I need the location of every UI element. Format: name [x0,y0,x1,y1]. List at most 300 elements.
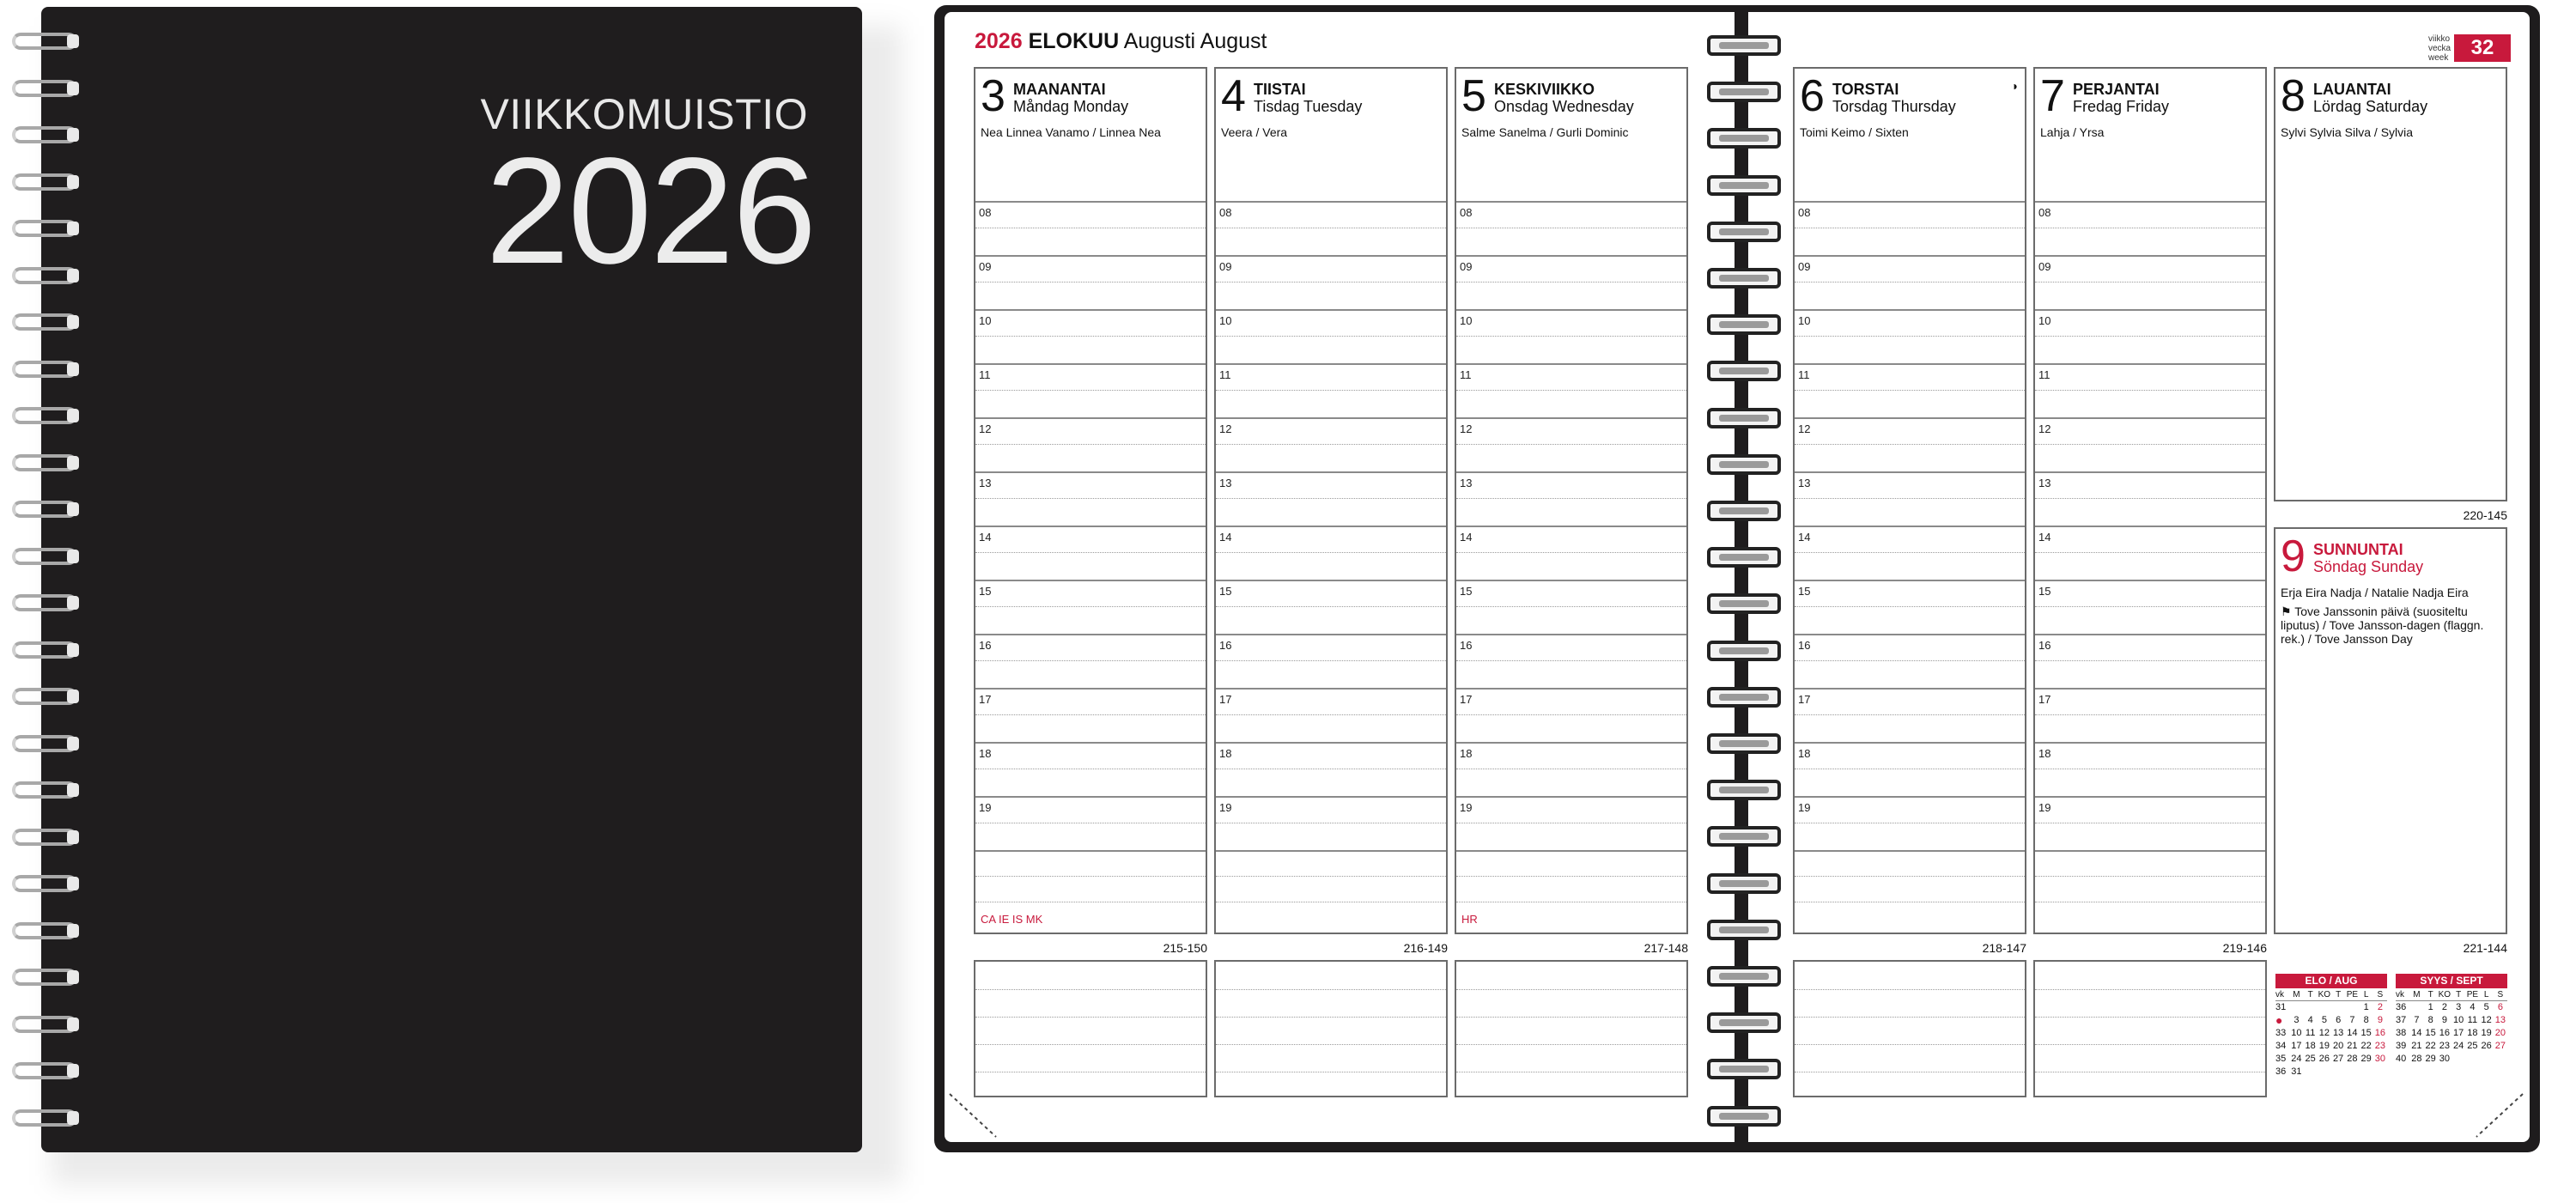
ring-bar [1719,554,1769,561]
calendar-date: 16 [2439,1028,2450,1038]
weekday-header: vk [2396,990,2404,999]
hour-label: 12 [1219,422,1232,435]
ring-bar [1719,927,1769,933]
hour-label: 19 [1219,801,1232,814]
calendar-date: 5 [2321,1015,2327,1025]
half-hour-line [975,444,1206,445]
hour-label: 16 [1798,639,1811,652]
hour-label: 09 [979,260,992,273]
ring-hole [67,456,79,470]
hour-slot [1216,634,1446,688]
hour-line [1216,255,1446,257]
hour-line [2035,688,2265,690]
note-line [1456,1044,1686,1045]
calendar-date: 16 [2374,1028,2385,1038]
spiral-ring [12,265,77,288]
day-name: KESKIVIIKKO [1494,81,1595,98]
ring-hole [67,362,79,376]
half-hour-line [1795,714,2025,715]
spiral-ring [1707,638,1781,664]
ring-bar [1719,182,1769,189]
hour-slot [1456,201,1686,255]
calendar-date: 4 [2470,1002,2476,1012]
header-year: 2026 [975,29,1023,53]
hour-line [975,742,1206,744]
half-hour-line [1456,714,1686,715]
note-line [975,1044,1206,1045]
hour-label: 19 [1460,801,1473,814]
calendar-date: 22 [2425,1041,2436,1051]
half-hour-line [2035,336,2265,337]
half-hour-line [975,336,1206,337]
half-hour-line [1216,336,1446,337]
hour-line [2035,309,2265,311]
half-hour-line [975,660,1206,661]
extra-dotted-line [2035,876,2265,877]
weekday-header: PE [2346,990,2359,999]
hour-slot [975,255,1206,309]
calendar-date: 31 [2291,1066,2302,1077]
half-hour-line [1795,498,2025,499]
moon-phase-icon: ◑ [2010,79,2018,93]
hour-label: 14 [1219,531,1232,544]
week-label-sv: vecka [2428,44,2451,53]
ring-hole [67,1111,79,1125]
half-hour-line [2035,444,2265,445]
hour-label: 10 [1219,314,1232,327]
spiral-ring [12,453,77,475]
flag-day-text: Tove Janssonin päivä (suositeltu liputus) / Tove Jansson-dagen (flaggn. rek.) / Tove Jansson Day [2281,605,2484,646]
day-number: 4 [1221,71,1246,121]
week-number-badge: 32 [2454,34,2511,62]
mini-calendar-week [2275,1001,2387,1014]
calendar-date [2451,1053,2465,1066]
mini-calendar-title: SYYS / SEPT [2396,974,2507,988]
hour-line [975,363,1206,365]
name-day: Erja Eira Nadja / Natalie Nadja Eira [2281,586,2469,599]
spiral-ring [12,827,77,849]
hour-slot [1795,363,2025,417]
hour-label: 11 [1219,368,1231,381]
calendar-date: 17 [2291,1041,2302,1051]
note-line [1795,1044,2025,1045]
hour-slot [1216,471,1446,526]
half-hour-line [1456,282,1686,283]
extra-lines [975,850,1206,927]
hour-label: 13 [1219,477,1232,489]
hour-line [975,526,1206,527]
calendar-date: 18 [2467,1028,2478,1038]
calendar-date: 2 [2377,1002,2383,1012]
calendar-date: 23 [2439,1041,2450,1051]
day-count: 220-145 [2463,508,2507,522]
mini-calendar-week [2275,1053,2387,1066]
ring-bar [1719,1066,1769,1072]
week-number: 40 [2396,1054,2407,1064]
week-number: 34 [2275,1041,2287,1051]
spiral-ring [1707,219,1781,245]
hour-line [1216,526,1446,527]
spiral-ring [12,78,77,100]
extra-dotted-line [975,876,1206,877]
hour-label: 09 [1798,260,1811,273]
ring-bar [1719,740,1769,747]
hour-line [1456,580,1686,581]
calendar-date: 5 [2483,1002,2489,1012]
spiral-ring [12,499,77,521]
hour-slot [2035,526,2265,580]
week-label [2428,34,2451,63]
half-hour-line [1216,714,1446,715]
hour-label: 15 [2038,585,2051,598]
hour-line [1795,363,2025,365]
ring-hole [67,690,79,703]
hour-slot [975,309,1206,363]
week-number: 38 [2396,1028,2407,1038]
ring-bar [1719,42,1769,49]
hour-line [2035,634,2265,635]
note-line [1456,1017,1686,1018]
hour-line [1795,688,2025,690]
calendar-date [2465,1053,2479,1066]
note-line [975,989,1206,990]
hour-label: 10 [979,314,992,327]
half-hour-line [2035,282,2265,283]
week-number: 36 [2396,1002,2407,1012]
spiral-ring [12,873,77,896]
calendar-date: 10 [2453,1015,2464,1025]
hour-slot [1216,363,1446,417]
note-line [1216,1044,1446,1045]
weekday-header: S [2497,990,2504,999]
hour-slot [2035,417,2265,471]
extra-lines [1795,850,2025,927]
header-month-other: Augusti August [1123,29,1267,53]
hour-slot [1456,255,1686,309]
ring-hole [67,82,79,95]
ring-bar [1719,88,1769,95]
hour-label: 17 [2038,693,2051,706]
hour-line [975,471,1206,473]
calendar-date: 19 [2481,1028,2492,1038]
day-count: 218-147 [1982,941,2026,955]
spiral-ring [12,1014,77,1036]
day-count: 215-150 [1163,941,1207,955]
hour-slot [1795,309,2025,363]
day-name: LAUANTAI [2313,81,2391,98]
hour-line [975,580,1206,581]
week-number: 33 [2275,1028,2287,1038]
hour-slot [975,363,1206,417]
hour-slot [1456,634,1686,688]
calendar-date: 1 [2427,1002,2433,1012]
weekday-header: vk [2275,990,2284,999]
calendar-date: 12 [2318,1028,2330,1038]
hour-slot [1456,526,1686,580]
calendar-date: 22 [2360,1041,2372,1051]
day-column [2033,67,2267,934]
hour-line [1795,255,2025,257]
ring-hole [67,1064,79,1078]
hour-line [1456,634,1686,635]
hour-label: 15 [1798,585,1811,598]
calendar-date: 15 [2425,1028,2436,1038]
ring-hole [67,830,79,844]
half-hour-line [975,606,1206,607]
ring-hole [67,737,79,750]
hour-line [1795,526,2025,527]
hour-label: 09 [1219,260,1232,273]
hour-slot [1216,417,1446,471]
calendar-date: 7 [2414,1015,2420,1025]
spiral-ring [1707,125,1781,151]
spiral-ring [1707,871,1781,896]
hour-slot [975,634,1206,688]
hour-label: 08 [2038,206,2051,219]
corner-pocket-left [948,1092,999,1140]
mini-calendar-week [2396,1053,2507,1066]
hour-line [1456,688,1686,690]
half-hour-line [1795,660,2025,661]
day-name-translation: Fredag Friday [2073,98,2170,115]
hour-label: 19 [979,801,992,814]
calendar-date: 30 [2374,1054,2385,1064]
hour-line [2035,742,2265,744]
name-day: Nea Linnea Vanamo / Linnea Nea [981,125,1161,139]
cover-subtitle: VIIKKOMUISTIO [480,90,808,138]
hour-slot [2035,471,2265,526]
calendar-date [2289,1001,2303,1014]
hour-label: 15 [1460,585,1473,598]
notes-box [2033,960,2267,1097]
mini-calendar-week [2396,1027,2507,1040]
half-hour-line [2035,390,2265,391]
hour-line [1216,688,1446,690]
hour-slot [975,796,1206,850]
planner-cover [41,7,862,1152]
day-name: TORSTAI [1832,81,1899,98]
spiral-ring [12,172,77,194]
hour-label: 11 [1798,368,1810,381]
ring-bar [1719,833,1769,840]
hour-slot [1456,742,1686,796]
calendar-date: 9 [2441,1015,2447,1025]
hour-line [975,255,1206,257]
hour-line [1456,363,1686,365]
name-day: Lahja / Yrsa [2040,125,2105,139]
calendar-date: 23 [2374,1041,2385,1051]
hour-label: 08 [1219,206,1232,219]
half-hour-line [975,498,1206,499]
calendar-date: 6 [2497,1002,2503,1012]
spiral-ring [12,125,77,147]
hour-line [1456,201,1686,203]
hour-slot [1216,796,1446,850]
week-label-fi: viikko [2428,34,2451,44]
weekday-header: T [2336,990,2342,999]
hour-label: 13 [2038,477,2051,489]
half-hour-line [1456,660,1686,661]
half-hour-line [1456,390,1686,391]
spiral-ring [1707,591,1781,617]
hour-line [1216,309,1446,311]
hour-label: 13 [979,477,992,489]
hour-line [2035,580,2265,581]
calendar-date: 15 [2360,1028,2372,1038]
hour-slot [2035,742,2265,796]
calendar-date: 1 [2363,1002,2369,1012]
hour-slot [1216,742,1446,796]
ring-hole [67,596,79,610]
hour-slot [975,417,1206,471]
header-month-fi: ELOKUU [1028,29,1120,53]
spiral-ring [12,312,77,334]
extra-lines [1456,850,1686,927]
half-hour-line [1216,282,1446,283]
hour-slot [1795,580,2025,634]
hour-line [1456,796,1686,798]
hour-line [1216,417,1446,419]
hour-line [2035,796,2265,798]
flag-countries: CA IE IS MK [981,913,1043,926]
calendar-date: 26 [2318,1054,2330,1064]
calendar-date [2331,1001,2345,1014]
hour-slot [1795,634,2025,688]
note-line [2035,1017,2265,1018]
calendar-date: 24 [2453,1041,2464,1051]
hour-label: 12 [1460,422,1473,435]
calendar-date: 30 [2439,1054,2450,1064]
note-line [2035,1044,2265,1045]
hour-slot [1456,363,1686,417]
ring-bar [1719,228,1769,235]
weekday-header: T [2307,990,2313,999]
half-hour-line [1795,444,2025,445]
hour-label: 14 [979,531,992,544]
calendar-date: 27 [2494,1041,2506,1051]
hour-slot [1456,309,1686,363]
day-number: 3 [981,71,1005,121]
hour-slot [1795,201,2025,255]
calendar-date: 4 [2307,1015,2313,1025]
hour-line [1216,471,1446,473]
ring-hole [67,783,79,797]
calendar-date [2304,1066,2318,1078]
ring-hole [67,409,79,422]
spiral-ring [1707,1103,1781,1129]
day-number: 5 [1461,71,1486,121]
day-name-translation: Lördag Saturday [2313,98,2428,115]
day-column [1793,67,2026,934]
hour-slot [975,471,1206,526]
mini-calendar [2396,974,2507,1066]
hour-label: 11 [979,368,991,381]
week-label-en: week [2428,53,2449,63]
ring-bar [1719,880,1769,887]
half-hour-line [1795,552,2025,553]
hour-label: 18 [1460,747,1473,760]
half-hour-line [1795,336,2025,337]
hour-line [1795,201,2025,203]
day-count: 221-144 [2463,941,2507,955]
day-name: SUNNUNTAI [2313,541,2403,558]
notes-box [974,960,1207,1097]
calendar-date: 21 [2411,1041,2422,1051]
day-number: 7 [2040,71,2065,121]
calendar-date: 3 [2293,1015,2300,1025]
note-line [1795,989,2025,990]
calendar-date: 12 [2481,1015,2492,1025]
weekday-header: PE [2466,990,2479,999]
spiral-ring [1707,823,1781,849]
calendar-date: 7 [2349,1015,2355,1025]
hour-slot [1456,417,1686,471]
spiral-ring [1707,963,1781,989]
hour-label: 14 [1798,531,1811,544]
ring-hole [67,1018,79,1031]
hour-line [975,796,1206,798]
hour-slot [2035,255,2265,309]
hour-line [2035,526,2265,527]
spiral-ring [1707,544,1781,570]
hour-slot [2035,309,2265,363]
spiral-ring [12,218,77,240]
spiral-ring [1707,684,1781,710]
hour-slot [975,526,1206,580]
half-hour-line [975,282,1206,283]
day-number: 6 [1800,71,1825,121]
notes-box [1214,960,1448,1097]
hour-label: 16 [979,639,992,652]
spiral-ring [12,967,77,989]
hour-line [1795,580,2025,581]
calendar-date: 20 [2494,1028,2506,1038]
name-day: Sylvi Sylvia Silva / Sylvia [2281,125,2414,139]
week-number: 31 [2275,1002,2287,1012]
day-count: 217-148 [1643,941,1688,955]
calendar-date: 8 [2363,1015,2369,1025]
flag-icon: ⚑ [2281,605,2295,618]
hour-slot [1795,471,2025,526]
weekday-header: M [2293,990,2300,999]
calendar-date: 11 [2305,1028,2316,1038]
calendar-date: 14 [2347,1028,2358,1038]
weekday-header: S [2377,990,2384,999]
hour-label: 10 [1460,314,1473,327]
ring-bar [1719,461,1769,468]
weekday-header: L [2483,990,2489,999]
hour-line [975,309,1206,311]
day-name: MAANANTAI [1013,81,1106,98]
hour-label: 13 [1460,477,1473,489]
half-hour-line [2035,714,2265,715]
half-hour-line [975,390,1206,391]
spiral-ring [12,733,77,756]
hour-line [975,201,1206,203]
ring-hole [67,175,79,189]
day-name: TIISTAI [1254,81,1306,98]
ring-bar [1719,647,1769,654]
hour-line [1216,201,1446,203]
mini-calendar-week [2396,1001,2507,1014]
note-line [2035,989,2265,990]
extra-dotted-line [1456,876,1686,877]
calendar-date: 28 [2411,1054,2422,1064]
spiral-ring [1707,312,1781,337]
corner-pocket-right [2473,1092,2524,1140]
ring-bar [1719,1113,1769,1120]
hour-label: 12 [2038,422,2051,435]
